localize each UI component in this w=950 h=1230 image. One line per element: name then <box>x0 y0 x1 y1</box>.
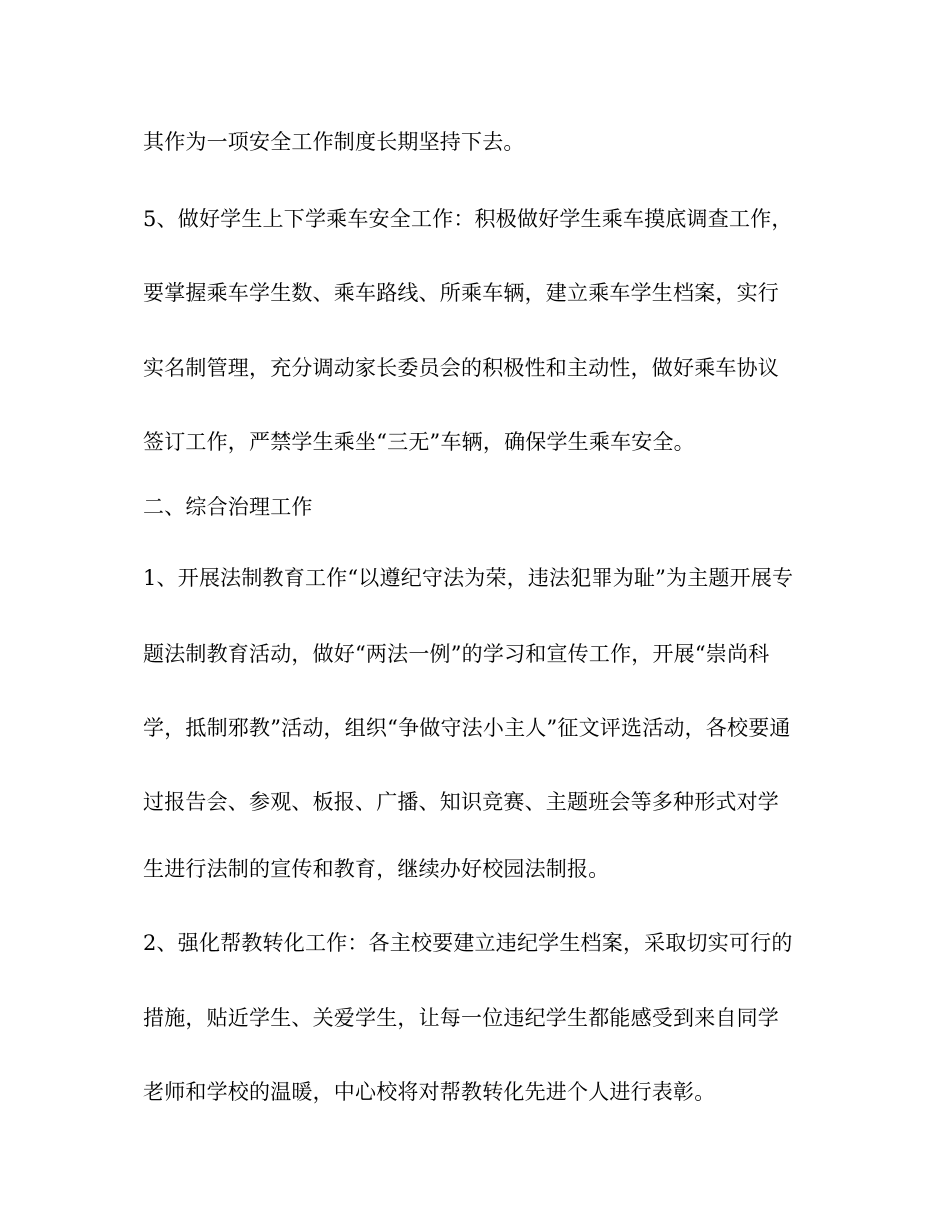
text-line: 5、做好学生上下学乘车安全工作：积极做好学生乘车摸底调查工作， <box>143 207 793 231</box>
text-line: 题法制教育活动，做好“两法一例”的学习和宣传工作，开展“崇尚科 <box>143 642 770 666</box>
text-line: 要掌握乘车学生数、乘车路线、所乘车辆，建立乘车学生档案，实行 <box>143 281 779 305</box>
text-line: 措施，贴近学生、关爱学生，让每一位违纪学生都能感受到来自同学 <box>143 1006 779 1030</box>
text-line: 实名制管理，充分调动家长委员会的积极性和主动性，做好乘车协议 <box>143 356 779 380</box>
text-line: 2、强化帮教转化工作：各主校要建立违纪学生档案，采取切实可行的 <box>143 931 793 955</box>
text-line: 过报告会、参观、板报、广播、知识竞赛、主题班会等多种形式对学 <box>143 790 779 814</box>
section-heading: 二、综合治理工作 <box>143 495 313 519</box>
text-line: 老师和学校的温暖，中心校将对帮教转化先进个人进行表彰。 <box>143 1080 716 1104</box>
text-line: 签订工作，严禁学生乘坐“三无”车辆，确保学生乘车安全。 <box>143 430 695 454</box>
text-line: 其作为一项安全工作制度长期坚持下去。 <box>143 130 525 154</box>
text-line: 生进行法制的宣传和教育，继续办好校园法制报。 <box>143 857 610 881</box>
text-line: 学，抵制邪教”活动，组织“争做守法小主人”征文评选活动，各校要通 <box>143 716 791 740</box>
text-line: 1、开展法制教育工作“以遵纪守法为荣，违法犯罪为耻”为主题开展专 <box>143 566 794 590</box>
